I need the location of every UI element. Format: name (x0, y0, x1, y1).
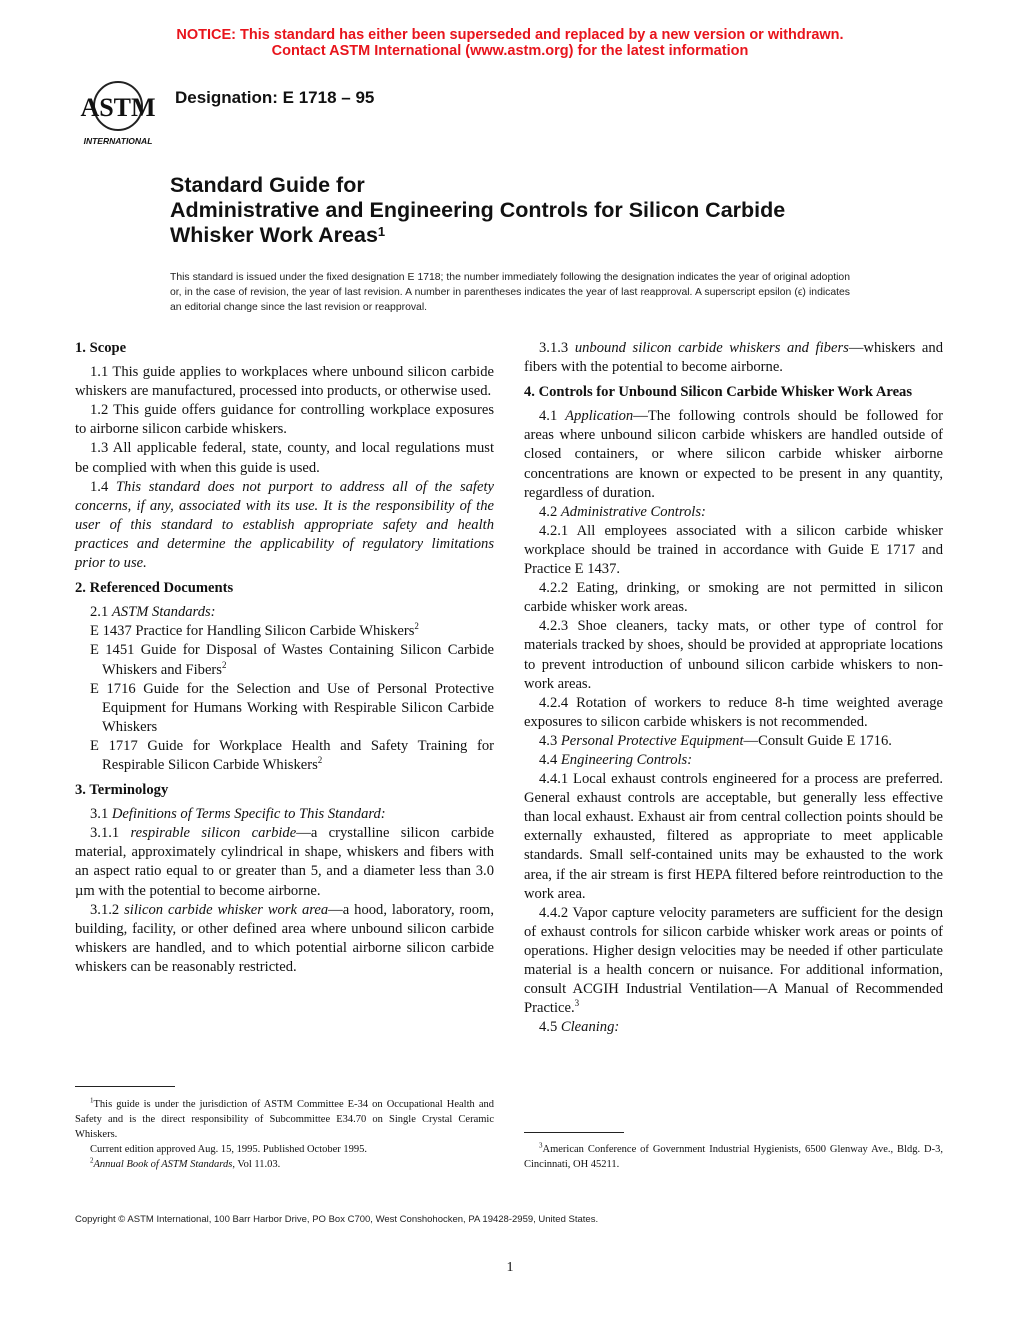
paragraph (75, 363, 494, 401)
text-run: Cleaning: (560, 1019, 620, 1036)
footnote (75, 1157, 494, 1172)
title-footnote-mark: 1 (377, 224, 386, 239)
text-run: —Consult Guide E 1716. (743, 732, 892, 749)
text-run: ASTM Standards: (111, 604, 216, 621)
paragraph (75, 603, 494, 622)
designation: Designation: E 1718 – 95 (175, 88, 375, 107)
title-line-3-wrap (170, 223, 890, 248)
footnote-reference: 3 (539, 1141, 543, 1150)
paragraph (524, 770, 943, 904)
text-run: 4.2 (539, 503, 561, 520)
text-run: E 1717 Guide for Workplace Health and Safety Training for Respirable Silicon Carbide Whiskers (90, 737, 494, 773)
paragraph (524, 579, 943, 617)
footnote (75, 1097, 494, 1142)
text-run: 4.4 (539, 751, 561, 768)
astm-logo (76, 78, 160, 146)
paragraph (524, 732, 943, 751)
copyright: Copyright © ASTM International, 100 Barr Harbor Drive, PO Box C700, West Conshohocken, PA 19428-2959, United States. (75, 1214, 599, 1225)
text-run: 3.1.3 (539, 340, 575, 356)
footnote-divider (524, 1132, 624, 1133)
designation-intro: This standard is issued under the fixed designation E 1718; the number immediately following the designation indicates the year of original adoption or, in the case of revision, the year of last revision. A number in parentheses indicates the year of last reapproval. A superscript epsilon (ϵ) indicates an editorial change since the last revision or reapproval. (170, 272, 850, 313)
text-run: respirable silicon carbide (130, 825, 297, 842)
section-heading (75, 781, 494, 800)
paragraph (75, 805, 494, 824)
footnote-reference: 3 (574, 998, 580, 1009)
text-run: E 1451 Guide for Disposal of Wastes Containing Silicon Carbide Whiskers and Fibers (90, 642, 494, 678)
paragraph (524, 503, 943, 522)
paragraph (75, 439, 494, 477)
paragraph (524, 1018, 943, 1037)
text-run: American Conference of Government Industrial Hygienists, 6500 Glenway Ave., Bldg. D-3, Cincinnati, OH 45211. (524, 1144, 943, 1170)
text-run: —a crystalline silicon carbide material, approximately cylindrical in shape, whiskers and fibers with an aspect ratio equal to or greater than 5, and a diameter less than 3.0 µm with the potential to become airborne. (75, 825, 494, 899)
paragraph (524, 694, 943, 732)
text-run: 2.1 (90, 604, 112, 621)
text-run: unbound silicon carbide whiskers and fibers (574, 340, 849, 356)
paragraph (524, 617, 943, 693)
referenced-document (75, 641, 494, 679)
svg-text:INTERNATIONAL: INTERNATIONAL (83, 136, 153, 146)
page-number: 1 (506, 1260, 514, 1275)
right-column (524, 339, 943, 1037)
text-run: 4.1 (539, 408, 566, 425)
text-run: 4.2.1 All employees associated with a silicon carbide whisker workplace should be trained in accordance with Guide E 1717 and Practice E 1437. (524, 522, 943, 578)
text-run: 4.2.4 Rotation of workers to reduce 8-h time weighted average exposures to silicon carbide whiskers is not recommended. (524, 694, 943, 730)
paragraph (75, 478, 494, 573)
text-run: 4.4.2 Vapor capture velocity parameters are sufficient for the design of exhaust controls for silicon carbide whisker work areas or points of operations. Higher design velocities may be needed if other particulate material is a health concern or nuisance. For additional information, consult ACGIH Industrial Ventilation—A Manual of Recommended Practice. (524, 904, 943, 1017)
footnotes-left (75, 1097, 494, 1172)
text-run: Definitions of Terms Specific to This Standard: (111, 806, 386, 823)
text-run: —The following controls should be followed for areas where unbound silicon carbide whiskers are handled outside of closed containers, or where silicon carbide whisker airborne concentrations are known or expected to be present in any quantity, regardless of duration. (524, 408, 944, 501)
paragraph (524, 339, 943, 377)
notice-line-2: Contact ASTM International (www.astm.org) for the latest information (271, 43, 749, 59)
text-run: 1.2 This guide offers guidance for controlling workplace exposures to airborne silicon carbide whiskers. (75, 402, 494, 438)
withdrawal-notice (0, 27, 1020, 59)
footnote-divider (75, 1086, 175, 1087)
paragraph (524, 522, 943, 579)
text-run: 4.5 (539, 1019, 561, 1036)
section-heading (75, 579, 494, 598)
title-line-2: Administrative and Engineering Controls for Silicon Carbide (170, 198, 786, 222)
text-run: 4.3 (539, 732, 561, 749)
text-run: 4. Controls for Unbound Silicon Carbide Whisker Work Areas (524, 384, 913, 401)
footnote-reference: 2 (90, 1156, 94, 1165)
footnote (524, 1142, 943, 1172)
text-run: Annual Book of ASTM Standards (93, 1159, 233, 1170)
footnote (75, 1142, 494, 1157)
text-run: 3.1.1 (90, 825, 131, 842)
text-run: 2. Referenced Documents (75, 580, 234, 597)
notice-line-1: NOTICE: This standard has either been superseded and replaced by a new version or withdrawn. (176, 27, 844, 43)
title-line-1: Standard Guide for (170, 173, 365, 197)
text-run: 3.1 (90, 806, 112, 823)
section-heading (524, 383, 943, 402)
text-run: 1.4 (90, 478, 116, 495)
text-run: 1.3 All applicable federal, state, county, and local regulations must be complied with when this guide is used. (75, 440, 494, 476)
text-run: silicon carbide whisker work area (124, 901, 329, 918)
paragraph (75, 824, 494, 900)
footnote-reference: 2 (317, 755, 323, 766)
text-run: This guide is under the jurisdiction of ASTM Committee E-34 on Occupational Health and Safety and is the direct responsibility of Subcommittee E34.70 on Single Crystal Ceramic Whiskers. (75, 1099, 494, 1140)
text-run: Engineering Controls: (560, 751, 693, 768)
section-heading (75, 339, 494, 358)
footnote-reference: 2 (414, 621, 419, 632)
footnote-reference: 2 (221, 659, 227, 670)
paragraph (524, 751, 943, 770)
text-run: 3. Terminology (75, 782, 169, 799)
document-title (170, 173, 890, 248)
svg-text:ASTM: ASTM (80, 93, 156, 122)
text-run: 1.1 This guide applies to workplaces where unbound silicon carbide whiskers are manufactured, processed into products, or otherwise used. (75, 364, 494, 400)
paragraph (524, 904, 943, 1019)
text-run: Application (565, 408, 634, 425)
paragraph (75, 401, 494, 439)
text-run: , Vol 11.03. (232, 1159, 281, 1170)
text-run: 4.2.3 Shoe cleaners, tacky mats, or other type of control for materials tracked by shoes, should be provided at appropriate locations to prevent introduction of unbound silicon carbide whiskers to non-work areas. (524, 618, 943, 692)
text-run: —whiskers and fibers with the potential to become airborne. (524, 340, 943, 376)
referenced-document (75, 622, 494, 641)
footnote-reference: 1 (90, 1096, 94, 1105)
text-run: —a hood, laboratory, room, building, facility, or other defined area where unbound silicon carbide whiskers are handled, and to which potential airborne silicon carbide whiskers can be reasonably restricted. (75, 901, 494, 975)
text-run: This standard does not purport to address all of the safety concerns, if any, associated with its use. It is the responsibility of the user of this standard to establish appropriate safety and health practices and determine the applicability of regulatory limitations prior to use. (75, 478, 494, 572)
title-line-3: Whisker Work Areas (170, 223, 378, 247)
footnotes-right (524, 1142, 943, 1172)
text-run: Current edition approved Aug. 15, 1995. Published October 1995. (90, 1144, 368, 1155)
left-column (75, 339, 494, 977)
text-run: 3.1.2 (90, 901, 125, 918)
text-run: Personal Protective Equipment (560, 732, 744, 749)
text-run: 1. Scope (75, 340, 127, 356)
text-run: 4.4.1 Local exhaust controls engineered for a process are preferred. General exhaust controls are acceptable, but generally less effective than local exhaust. Exhaust air from central collection points should be externally exhausted, filtered as appropriate to meet applicable standards. Small self-contained units may be exhausted to the work area, if the air stream is first HEPA filtered before reintroduction to the work area. (524, 771, 943, 902)
referenced-document (75, 737, 494, 775)
paragraph (524, 407, 943, 502)
referenced-document (75, 680, 494, 737)
text-run: E 1437 Practice for Handling Silicon Carbide Whiskers (90, 623, 415, 640)
text-run: 4.2.2 Eating, drinking, or smoking are not permitted in silicon carbide whisker work areas. (524, 580, 943, 616)
paragraph (75, 901, 494, 977)
text-run: E 1716 Guide for the Selection and Use of Personal Protective Equipment for Humans Working with Respirable Silicon Carbide Whiskers (90, 680, 494, 735)
text-run: Administrative Controls: (560, 503, 706, 520)
